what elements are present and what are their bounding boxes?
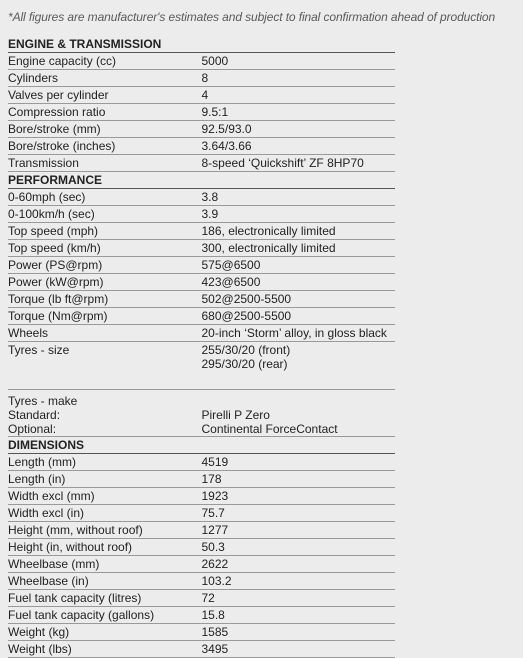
spec-label: Torque (Nm@rpm) — [8, 308, 202, 325]
spec-row-tyres-optional — [8, 422, 395, 437]
spec-row — [8, 590, 395, 607]
spec-label: Fuel tank capacity (litres) — [8, 590, 202, 607]
spec-row — [8, 257, 395, 274]
spec-label: Width excl (in) — [8, 505, 202, 522]
spec-label: Wheels — [8, 325, 202, 342]
section-header-performance — [8, 172, 395, 189]
spec-row — [8, 488, 395, 505]
spec-value: Pirelli P Zero — [201, 408, 270, 422]
spec-row — [8, 206, 395, 223]
spec-label: Height (mm, without roof) — [8, 522, 202, 539]
spec-value: 1277 — [202, 522, 396, 539]
spec-row — [8, 522, 395, 539]
spec-row — [8, 505, 395, 522]
spec-label: 0-100km/h (sec) — [8, 206, 202, 223]
section-title: PERFORMANCE — [8, 172, 395, 189]
spec-value: 3.64/3.66 — [202, 138, 396, 155]
spec-label: Length (mm) — [8, 454, 202, 471]
spec-row-tyres-standard — [8, 408, 395, 422]
section-header-engine — [8, 36, 395, 53]
spec-row — [8, 104, 395, 121]
spec-value: 575@6500 — [202, 257, 396, 274]
spec-value: 4 — [202, 87, 396, 104]
spec-row — [8, 573, 395, 590]
spec-value: 15.8 — [202, 607, 396, 624]
spec-value: 186, electronically limited — [202, 223, 396, 240]
spec-label: Cylinders — [8, 70, 202, 87]
section-header-dimensions — [8, 437, 395, 454]
spec-value: 502@2500-5500 — [202, 291, 396, 308]
spec-row — [8, 556, 395, 573]
disclaimer-note: *All figures are manufacturer's estimates and subject to final confirmation ahead of production — [8, 10, 496, 24]
spec-row — [8, 325, 395, 342]
spec-label: Valves per cylinder — [8, 87, 202, 104]
spec-row — [8, 70, 395, 87]
spec-row — [8, 641, 395, 658]
spec-value — [202, 390, 396, 409]
spec-label: Width excl (mm) — [8, 488, 202, 505]
spec-row — [8, 471, 395, 488]
spec-row — [8, 539, 395, 556]
spec-value: 3.8 — [202, 189, 396, 206]
spec-label: Power (PS@rpm) — [8, 257, 202, 274]
spec-label: Compression ratio — [8, 104, 202, 121]
spec-label: Fuel tank capacity (gallons) — [8, 607, 202, 624]
spec-value: 3495 — [202, 641, 396, 658]
spec-row-tyres-make — [8, 390, 395, 409]
spec-row — [8, 274, 395, 291]
spec-value: 2622 — [202, 556, 396, 573]
spec-value: 103.2 — [202, 573, 396, 590]
tyre-size-front: 255/30/20 (front) — [201, 343, 291, 357]
spec-row — [8, 155, 395, 172]
spec-label: Torque (lb ft@rpm) — [8, 291, 202, 308]
spacer — [202, 371, 396, 385]
spec-value: 680@2500-5500 — [202, 308, 396, 325]
spec-value: 1585 — [202, 624, 396, 641]
spec-label: Power (kW@rpm) — [8, 274, 202, 291]
spec-value: 72 — [202, 590, 396, 607]
spec-label: Bore/stroke (mm) — [8, 121, 202, 138]
spec-value: 4519 — [202, 454, 396, 471]
spec-value: 75.7 — [202, 505, 396, 522]
spec-value: Continental ForceContact — [202, 422, 396, 437]
spec-label: Weight (kg) — [8, 624, 202, 641]
spec-value: 8 — [202, 70, 396, 87]
spec-value: 20-inch ‘Storm’ alloy, in gloss black — [202, 325, 396, 342]
spec-label: Height (in, without roof) — [8, 539, 202, 556]
spec-row — [8, 189, 395, 206]
spec-value: 1923 — [202, 488, 396, 505]
spec-value: 3.9 — [202, 206, 396, 223]
spec-row — [8, 87, 395, 104]
spec-value: 300, electronically limited — [202, 240, 396, 257]
spec-label: Length (in) — [8, 471, 202, 488]
spec-row — [8, 454, 395, 471]
spec-label: Optional: — [8, 422, 202, 437]
spec-label: Bore/stroke (inches) — [8, 138, 202, 155]
spec-row — [8, 223, 395, 240]
spec-value: 423@6500 — [202, 274, 396, 291]
spec-row — [8, 53, 395, 70]
spec-label: Wheelbase (mm) — [8, 556, 202, 573]
spec-value — [202, 342, 396, 390]
spec-label: Wheelbase (in) — [8, 573, 202, 590]
section-title: ENGINE & TRANSMISSION — [8, 36, 395, 53]
spec-row — [8, 291, 395, 308]
spec-label: 0-60mph (sec) — [8, 189, 202, 206]
spec-label: Weight (lbs) — [8, 641, 202, 658]
spec-table — [8, 36, 395, 658]
spec-label: Top speed (mph) — [8, 223, 202, 240]
spec-value: 50.3 — [202, 539, 396, 556]
spec-label: Tyres - make — [8, 394, 78, 408]
spec-row — [8, 240, 395, 257]
spec-row — [8, 121, 395, 138]
spec-row — [8, 624, 395, 641]
spec-label: Top speed (km/h) — [8, 240, 202, 257]
spec-row — [8, 308, 395, 325]
spec-value: 9.5:1 — [202, 104, 396, 121]
spec-row — [8, 138, 395, 155]
spec-value: 92.5/93.0 — [202, 121, 396, 138]
spec-value: 5000 — [202, 53, 396, 70]
spec-row-tyres-size — [8, 342, 395, 390]
tyre-size-rear: 295/30/20 (rear) — [201, 357, 288, 371]
spec-label: Tyres - size — [8, 342, 202, 390]
spec-label: Transmission — [8, 155, 202, 172]
spec-value: 8-speed ‘Quickshift’ ZF 8HP70 — [202, 155, 396, 172]
spec-value: 178 — [202, 471, 396, 488]
section-title: DIMENSIONS — [8, 437, 395, 454]
spec-label: Engine capacity (cc) — [8, 53, 202, 70]
spec-label: Standard: — [8, 408, 61, 422]
spec-row — [8, 607, 395, 624]
